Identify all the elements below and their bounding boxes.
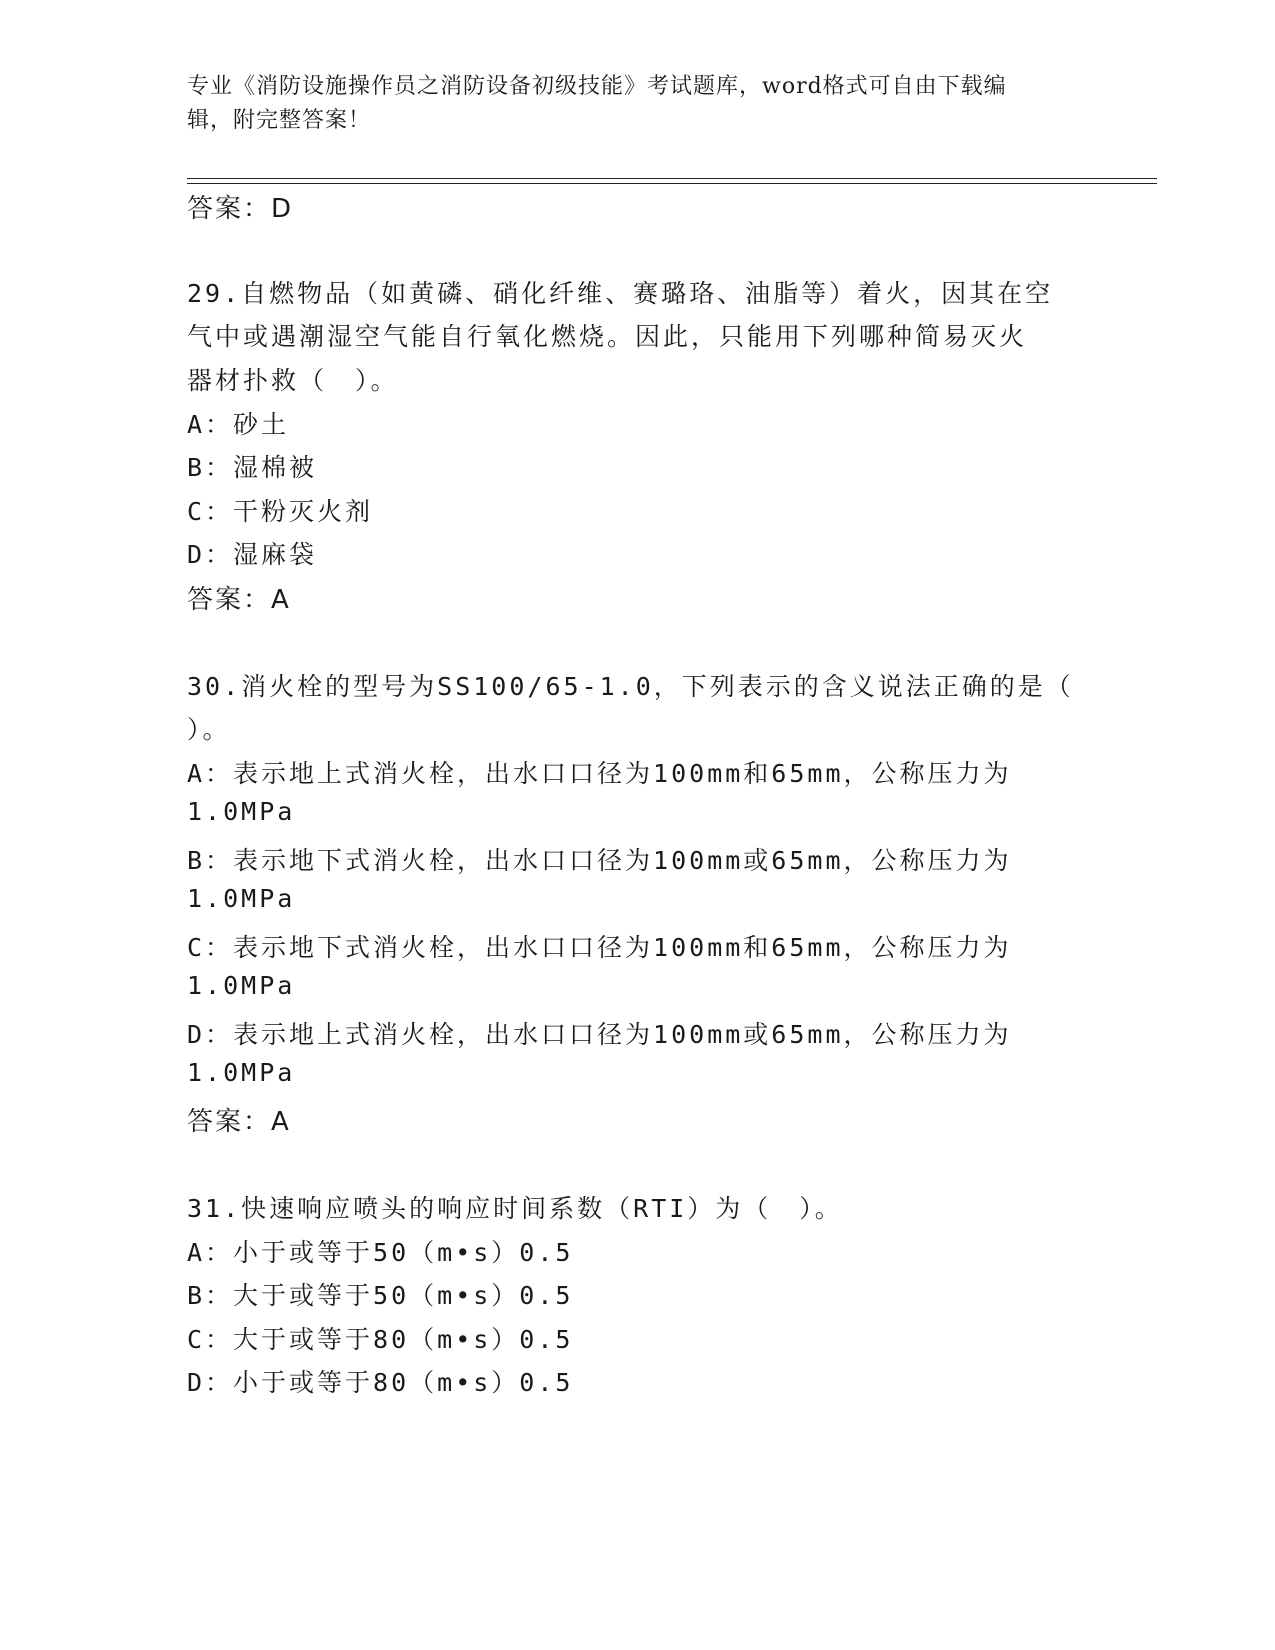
q31-option-a: A：小于或等于50（m•s）0.5 xyxy=(187,1238,574,1267)
q31-stem-line-1: 31.快速响应喷头的响应时间系数（RTI）为（ ）。 xyxy=(187,1194,843,1223)
q30-stem-line-1: 30.消火栓的型号为SS100/65-1.0，下列表示的含义说法正确的是（ xyxy=(187,672,1074,701)
q30-answer: 答案：A xyxy=(187,1107,291,1137)
q30-option-d-line-2: 1.0MPa xyxy=(187,1058,296,1087)
q30-option-c-line-1: C：表示地下式消火栓，出水口口径为100mm和65mm，公称压力为 xyxy=(187,933,1012,962)
q30-option-a-line-1: A：表示地上式消火栓，出水口口径为100mm和65mm，公称压力为 xyxy=(187,759,1012,788)
q31-option-d: D：小于或等于80（m•s）0.5 xyxy=(187,1368,574,1397)
q30-option-a-line-2: 1.0MPa xyxy=(187,797,296,826)
q30-option-d-line-1: D：表示地上式消火栓，出水口口径为100mm或65mm，公称压力为 xyxy=(187,1020,1012,1049)
header-line-1: 专业《消防设施操作员之消防设备初级技能》考试题库，word格式可自由下载编 xyxy=(187,74,1007,99)
q29-stem-line-2: 气中或遇潮湿空气能自行氧化燃烧。因此，只能用下列哪种简易灭火 xyxy=(187,322,1028,351)
q30-option-b-line-2: 1.0MPa xyxy=(187,884,296,913)
q29-option-b: B：湿棉被 xyxy=(187,453,318,482)
previous-answer: 答案：D xyxy=(187,194,294,224)
q29-stem-line-1: 29.自燃物品（如黄磷、硝化纤维、赛璐珞、油脂等）着火，因其在空 xyxy=(187,279,1054,308)
q29-answer: 答案：A xyxy=(187,585,291,615)
header-line-2: 辑，附完整答案！ xyxy=(187,108,372,133)
header-divider-bottom xyxy=(187,183,1157,184)
q29-option-d: D：湿麻袋 xyxy=(187,540,318,569)
document-header xyxy=(187,70,1087,138)
q30-stem-line-2: ）。 xyxy=(187,715,231,744)
q30-option-b-line-1: B：表示地下式消火栓，出水口口径为100mm或65mm，公称压力为 xyxy=(187,846,1012,875)
header-divider-top xyxy=(187,178,1157,179)
q31-option-c: C：大于或等于80（m•s）0.5 xyxy=(187,1325,574,1354)
q31-option-b: B：大于或等于50（m•s）0.5 xyxy=(187,1281,574,1310)
q29-option-a: A：砂土 xyxy=(187,410,290,439)
q30-option-c-line-2: 1.0MPa xyxy=(187,971,296,1000)
q29-option-c: C：干粉灭火剂 xyxy=(187,497,374,526)
q29-stem-line-3: 器材扑救（ ）。 xyxy=(187,366,399,395)
